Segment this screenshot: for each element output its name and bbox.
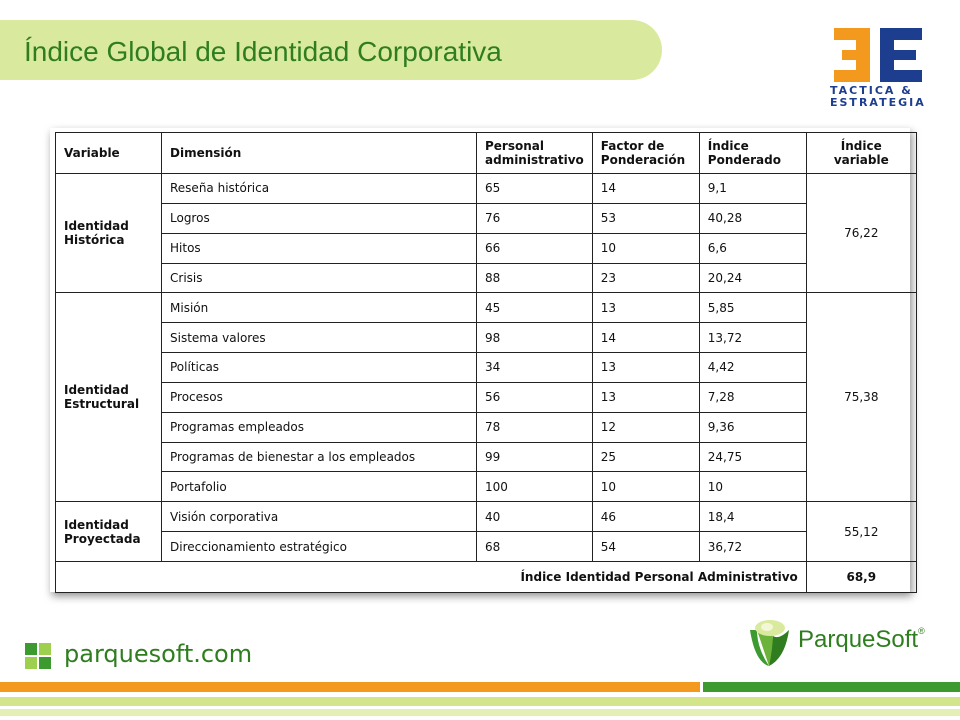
table-row <box>56 203 917 233</box>
factor-cell: 13 <box>592 353 699 383</box>
factor-cell: 14 <box>592 174 699 204</box>
total-row <box>56 561 917 592</box>
personal-cell: 40 <box>477 502 593 532</box>
dimension-cell: Procesos <box>162 382 477 412</box>
registered-mark: ® <box>918 626 925 636</box>
factor-cell: 10 <box>592 472 699 502</box>
dimension-cell: Programas empleados <box>162 412 477 442</box>
indice-cell: 24,75 <box>699 442 806 472</box>
table-header-row <box>56 133 917 174</box>
brand-name <box>798 626 925 654</box>
dimension-cell: Direccionamiento estratégico <box>162 532 477 562</box>
parquesoft-squares-icon <box>25 643 51 669</box>
header-indice-variable: Índice variable <box>806 133 916 174</box>
logo-word-line2: ESTRATEGIA <box>830 96 926 109</box>
factor-cell: 10 <box>592 233 699 263</box>
indice-variable-cell: 76,22 <box>806 174 916 293</box>
site-url: parquesoft.com <box>64 640 253 668</box>
personal-cell: 66 <box>477 233 593 263</box>
header-indice-ponderado <box>699 133 806 174</box>
dimension-cell: Programas de bienestar a los empleados <box>162 442 477 472</box>
personal-cell: 34 <box>477 353 593 383</box>
variable-label-line1: Identidad <box>64 219 129 234</box>
table-row <box>56 472 917 502</box>
total-value: 68,9 <box>806 561 916 592</box>
dimension-cell: Visión corporativa <box>162 502 477 532</box>
factor-cell: 13 <box>592 293 699 323</box>
header-indice-line2: Ponderado <box>707 153 781 167</box>
personal-cell: 99 <box>477 442 593 472</box>
personal-cell: 56 <box>477 382 593 412</box>
personal-cell: 76 <box>477 203 593 233</box>
dimension-cell: Misión <box>162 293 477 323</box>
table-row <box>56 233 917 263</box>
logo-word-line1: TACTICA & <box>830 84 913 97</box>
table-row <box>56 263 917 293</box>
table-row <box>56 323 917 353</box>
factor-cell: 53 <box>592 203 699 233</box>
table-row <box>56 174 917 204</box>
indice-cell: 7,28 <box>699 382 806 412</box>
dimension-cell: Portafolio <box>162 472 477 502</box>
indice-cell: 20,24 <box>699 263 806 293</box>
factor-cell: 12 <box>592 412 699 442</box>
variable-cell <box>56 174 162 293</box>
footer-bar-orange <box>0 682 700 692</box>
indice-cell: 40,28 <box>699 203 806 233</box>
indice-cell: 4,42 <box>699 353 806 383</box>
header-factor-line2: Ponderación <box>600 153 686 167</box>
variable-label-line1: Identidad <box>64 383 129 398</box>
header-variable: Variable <box>56 133 162 174</box>
header-indice-line1: Índice <box>707 139 749 153</box>
indice-cell: 10 <box>699 472 806 502</box>
personal-cell: 45 <box>477 293 593 323</box>
variable-cell <box>56 293 162 502</box>
factor-cell: 54 <box>592 532 699 562</box>
variable-label-line1: Identidad <box>64 517 129 532</box>
table-row <box>56 532 917 562</box>
footer-bar-green <box>703 682 960 692</box>
variable-label-line2: Proyectada <box>64 531 141 546</box>
personal-cell: 78 <box>477 412 593 442</box>
factor-cell: 23 <box>592 263 699 293</box>
factor-cell: 13 <box>592 382 699 412</box>
personal-cell: 88 <box>477 263 593 293</box>
indice-cell: 13,72 <box>699 323 806 353</box>
dimension-cell: Hitos <box>162 233 477 263</box>
indice-cell: 9,36 <box>699 412 806 442</box>
variable-label-line2: Estructural <box>64 397 140 412</box>
indice-variable-cell: 75,38 <box>806 293 916 502</box>
variable-label-line2: Histórica <box>64 233 125 248</box>
indice-cell: 18,4 <box>699 502 806 532</box>
variable-cell <box>56 502 162 562</box>
parquesoft-leaf-icon <box>745 618 795 668</box>
logo-wordmark <box>830 85 926 109</box>
factor-cell: 25 <box>592 442 699 472</box>
table-row <box>56 412 917 442</box>
personal-cell: 98 <box>477 323 593 353</box>
indice-cell: 6,6 <box>699 233 806 263</box>
table-row <box>56 502 917 532</box>
indice-cell: 5,85 <box>699 293 806 323</box>
brand-text: ParqueSoft <box>798 626 919 653</box>
footer-bar-lime <box>0 697 960 706</box>
indice-cell: 9,1 <box>699 174 806 204</box>
total-label: Índice Identidad Personal Administrativo <box>56 561 807 592</box>
table-row <box>56 293 917 323</box>
dimension-cell: Logros <box>162 203 477 233</box>
indice-variable-cell: 55,12 <box>806 502 916 562</box>
identity-index-table <box>55 132 917 593</box>
dimension-cell: Políticas <box>162 353 477 383</box>
table-row <box>56 442 917 472</box>
table-row <box>56 353 917 383</box>
personal-cell: 65 <box>477 174 593 204</box>
factor-cell: 46 <box>592 502 699 532</box>
personal-cell: 68 <box>477 532 593 562</box>
header-dimension: Dimensión <box>162 133 477 174</box>
factor-cell: 14 <box>592 323 699 353</box>
header-personal-line2: administrativo <box>485 153 584 167</box>
header-factor <box>592 133 699 174</box>
dimension-cell: Reseña histórica <box>162 174 477 204</box>
header-personal-line1: Personal <box>485 139 544 153</box>
indice-cell: 36,72 <box>699 532 806 562</box>
dimension-cell: Sistema valores <box>162 323 477 353</box>
header-factor-line1: Factor de <box>600 139 665 153</box>
page-title: Índice Global de Identidad Corporativa <box>24 36 502 67</box>
dimension-cell: Crisis <box>162 263 477 293</box>
header-personal <box>477 133 593 174</box>
personal-cell: 100 <box>477 472 593 502</box>
footer-bar-lime-light <box>0 709 960 716</box>
table-row <box>56 382 917 412</box>
